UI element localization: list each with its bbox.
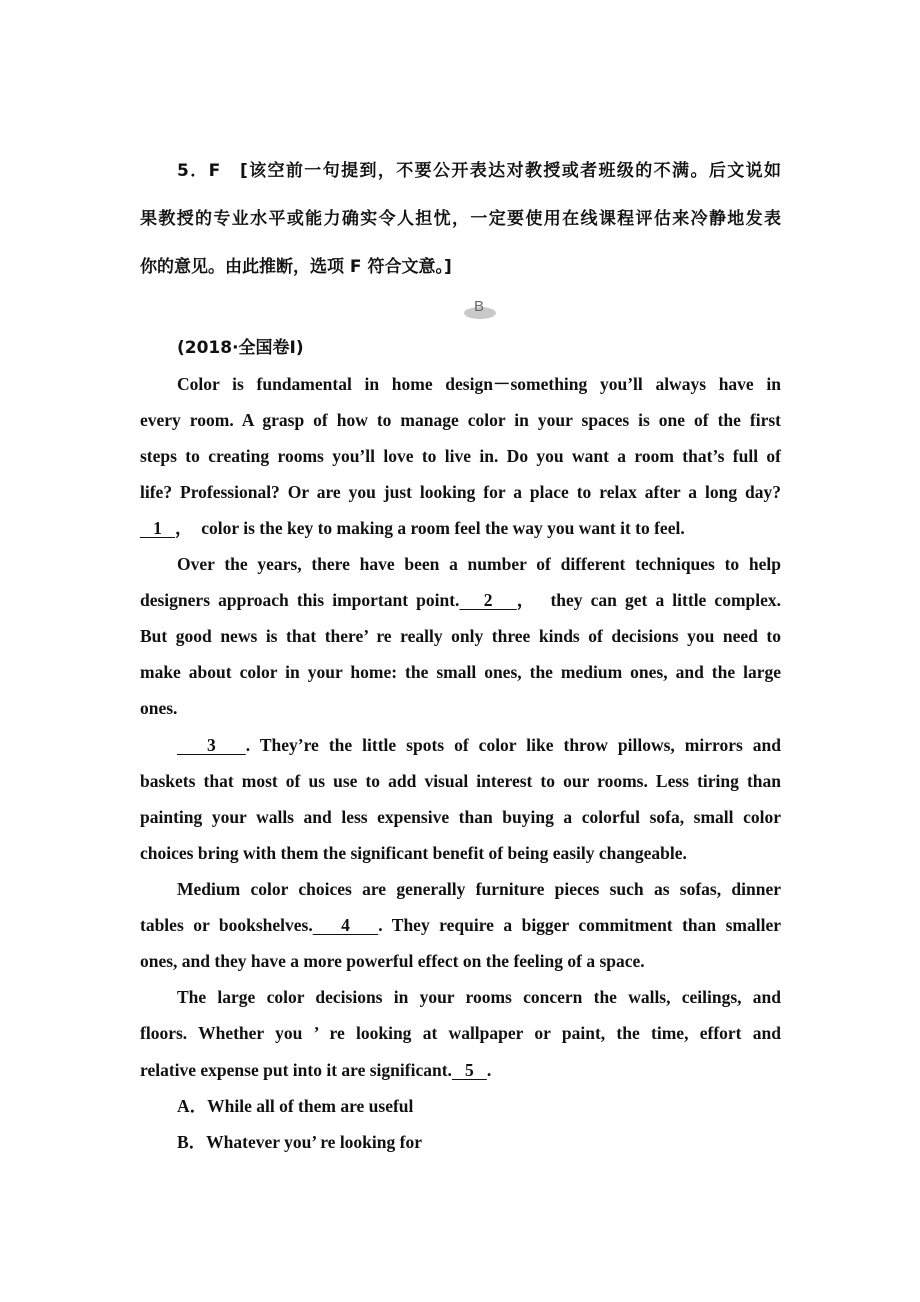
passage-line [140,589,781,611]
text-run: tables or bookshelves. [140,915,313,935]
text-run: ， color is the key to making a room feel the way you want it to feel. [175,518,685,538]
passage-line [177,986,781,1008]
passage-line [140,1059,781,1081]
passage-line [140,914,781,936]
text-run: Over the years, there have been a number of different techniques to help [177,554,781,574]
text-run: The large color decisions in your rooms concern the walls, ceilings, and [177,987,781,1007]
passage-line [140,625,781,647]
answer-blank: 5 [451,1060,487,1080]
text-run: . They’re the little spots of color like throw pillows, mirrors and [245,735,782,755]
text-run: ones. [140,698,178,718]
passage-line [140,661,781,683]
section-mark-label: B [474,298,485,315]
passage-line [177,878,781,900]
text-run: steps to creating rooms you’ll love to live in. Do you want a room that’s full of [140,446,781,466]
text-run: ， they can get a little complex. [516,590,782,610]
answer-blank: 4 [312,915,379,935]
passage-line [140,481,781,503]
text-run: (2018·全国卷Ⅰ) [177,338,304,358]
passage-line [140,409,781,431]
text-run: baskets that most of us use to add visual interest to our rooms. Less tiring than [140,771,781,791]
passage-line [140,842,781,864]
text-run: But good news is that there’ re really only three kinds of decisions you need to [140,626,781,646]
text-run: . [486,1060,492,1080]
text-run: make about color in your home: the small ones, the medium ones, and the large [140,662,781,682]
text-run: floors. Whether you ’ re looking at wallpaper or paint, the time, effort and [140,1023,781,1043]
text-run: 5．F [该空前一句提到，不要公开表达对教授或者班级的不满。后文说如 [177,161,781,181]
text-run: ones, and they have a more powerful effect on the feeling of a space. [140,951,645,971]
text-run: 果教授的专业水平或能力确实令人担忧，一定要使用在线课程评估来冷静地发表 [140,209,781,229]
passage-line [140,806,781,828]
option-line [177,1131,781,1153]
text-run: . They require a bigger commitment than smaller [378,915,781,935]
text-run: Color is fundamental in home design－something you’ll always have in [177,374,781,394]
passage-line [140,517,781,539]
passage-line [140,697,781,719]
answer-blank: 1 [140,518,175,538]
option-line [177,1095,781,1117]
text-run: A．While all of them are useful [177,1096,414,1116]
text-run: relative expense put into it are significant. [140,1060,452,1080]
answer-line [140,208,781,230]
text-run: painting your walls and less expensive than buying a colorful sofa, small color [140,807,781,827]
passage-line [177,373,781,395]
text-run: Medium color choices are generally furniture pieces such as sofas, dinner [177,879,781,899]
passage-line [140,1022,781,1044]
passage-line [177,734,781,756]
passage-line [177,553,781,575]
text-run: designers approach this important point. [140,590,460,610]
passage-line [140,950,781,972]
answer-line [177,160,781,182]
text-run: B．Whatever you’ re looking for [177,1132,422,1152]
answer-line [140,256,781,278]
answer-blank: 3 [177,735,246,755]
text-run: every room. A grasp of how to manage color in your spaces is one of the first [140,410,781,430]
text-run: choices bring with them the significant benefit of being easily changeable. [140,843,687,863]
passage-line [140,445,781,467]
passage-line [177,337,781,359]
passage-line [140,770,781,792]
answer-blank: 2 [459,590,517,610]
text-run: life? Professional? Or are you just looking for a place to relax after a long day? [140,482,781,502]
section-mark-b [464,298,496,320]
text-run: 你的意见。由此推断，选项 F 符合文意。] [140,257,452,277]
